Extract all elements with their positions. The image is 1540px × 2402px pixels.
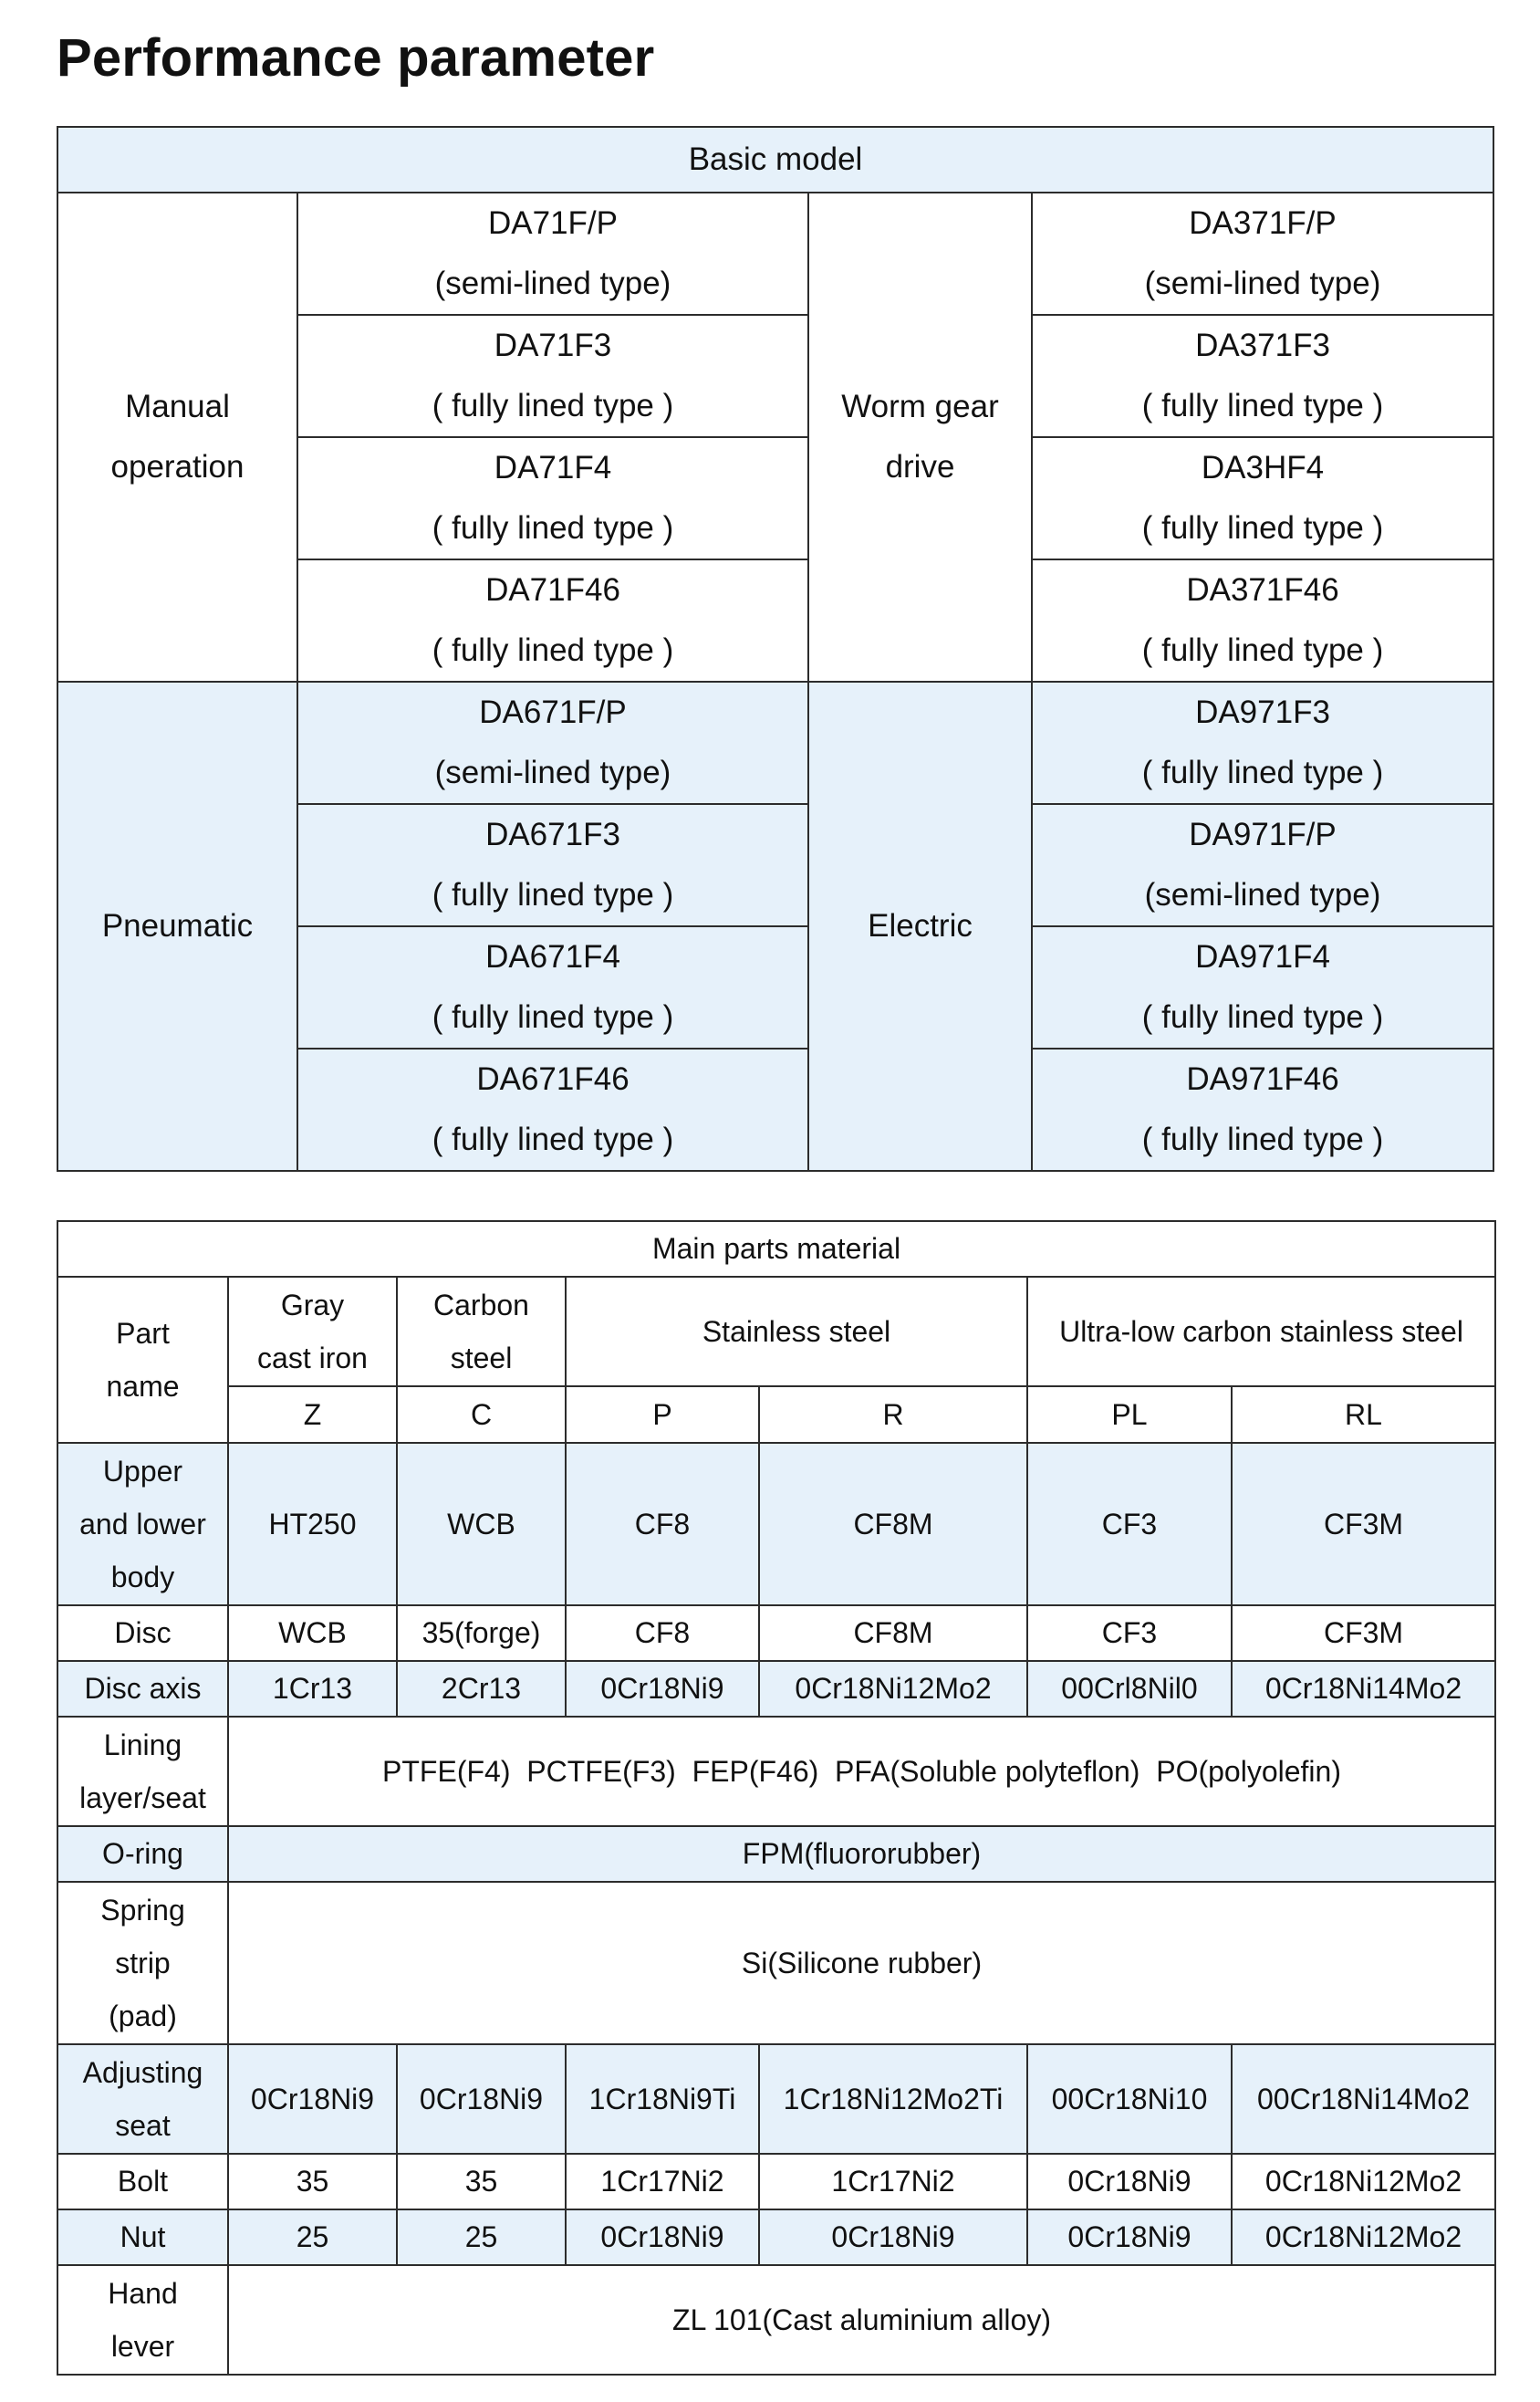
code-cell: PL xyxy=(1027,1386,1232,1443)
o-ring-material: FPM(fluororubber) xyxy=(228,1826,1495,1882)
code-cell: Z xyxy=(228,1386,397,1443)
stainless-steel-header: Stainless steel xyxy=(566,1277,1027,1386)
hand-lever-material: ZL 101(Cast aluminium alloy) xyxy=(228,2265,1495,2375)
material-cell: 0Cr18Ni9 xyxy=(566,1661,759,1717)
model-cell: DA71F4 ( fully lined type ) xyxy=(297,437,808,559)
material-cell: 0Cr18Ni12Mo2 xyxy=(1232,2209,1495,2265)
code-cell: R xyxy=(759,1386,1027,1443)
model-cell: DA971F4 ( fully lined type ) xyxy=(1032,926,1493,1049)
model-cell: DA671F46 ( fully lined type ) xyxy=(297,1049,808,1171)
material-cell: 00Crl8Nil0 xyxy=(1027,1661,1232,1717)
material-cell: 0Cr18Ni12Mo2 xyxy=(759,1661,1027,1717)
part-name-header: Part name xyxy=(57,1277,228,1443)
basic-model-table xyxy=(57,126,1494,1172)
material-cell: 35 xyxy=(397,2154,566,2209)
material-cell: 0Cr18Ni14Mo2 xyxy=(1232,1661,1495,1717)
pneumatic-label: Pneumatic xyxy=(57,682,297,1171)
row-label-hand-lever: Hand lever xyxy=(57,2265,228,2375)
electric-label: Electric xyxy=(808,682,1032,1171)
row-label-spring-strip: Spring strip (pad) xyxy=(57,1882,228,2044)
material-cell: CF3 xyxy=(1027,1605,1232,1661)
model-cell: DA371F/P (semi-lined type) xyxy=(1032,193,1493,315)
model-cell: DA71F/P (semi-lined type) xyxy=(297,193,808,315)
material-cell: 0Cr18Ni9 xyxy=(397,2044,566,2154)
material-cell: CF8 xyxy=(566,1605,759,1661)
material-cell: 25 xyxy=(397,2209,566,2265)
model-cell: DA971F46 ( fully lined type ) xyxy=(1032,1049,1493,1171)
gray-cast-iron-header: Gray cast iron xyxy=(228,1277,397,1386)
model-cell: DA971F/P (semi-lined type) xyxy=(1032,804,1493,926)
row-label-lining: Lining layer/seat xyxy=(57,1717,228,1826)
material-cell: 35(forge) xyxy=(397,1605,566,1661)
row-label-o-ring: O-ring xyxy=(57,1826,228,1882)
material-cell: CF3M xyxy=(1232,1443,1495,1605)
material-cell: 2Cr13 xyxy=(397,1661,566,1717)
model-cell: DA671F3 ( fully lined type ) xyxy=(297,804,808,926)
page-title: Performance parameter xyxy=(57,28,655,88)
material-cell: 00Cr18Ni14Mo2 xyxy=(1232,2044,1495,2154)
model-cell: DA371F3 ( fully lined type ) xyxy=(1032,315,1493,437)
basic-model-header: Basic model xyxy=(57,127,1493,193)
material-cell: 0Cr18Ni9 xyxy=(1027,2154,1232,2209)
material-cell: 0Cr18Ni9 xyxy=(566,2209,759,2265)
code-cell: P xyxy=(566,1386,759,1443)
ultra-low-carbon-header: Ultra-low carbon stainless steel xyxy=(1027,1277,1495,1386)
material-cell: HT250 xyxy=(228,1443,397,1605)
row-label-disc: Disc xyxy=(57,1605,228,1661)
material-cell: CF8M xyxy=(759,1605,1027,1661)
carbon-steel-header: Carbon steel xyxy=(397,1277,566,1386)
material-cell: CF3 xyxy=(1027,1443,1232,1605)
material-cell: 00Cr18Ni10 xyxy=(1027,2044,1232,2154)
manual-operation-label: Manual operation xyxy=(57,193,297,682)
material-cell: CF3M xyxy=(1232,1605,1495,1661)
worm-gear-drive-label: Worm gear drive xyxy=(808,193,1032,682)
material-cell: CF8 xyxy=(566,1443,759,1605)
model-cell: DA971F3 ( fully lined type ) xyxy=(1032,682,1493,804)
material-cell: 1Cr17Ni2 xyxy=(566,2154,759,2209)
material-cell: 0Cr18Ni9 xyxy=(1027,2209,1232,2265)
material-cell: 0Cr18Ni9 xyxy=(228,2044,397,2154)
spring-strip-material: Si(Silicone rubber) xyxy=(228,1882,1495,2044)
model-cell: DA71F46 ( fully lined type ) xyxy=(297,559,808,682)
material-cell: WCB xyxy=(397,1443,566,1605)
material-cell: WCB xyxy=(228,1605,397,1661)
code-cell: C xyxy=(397,1386,566,1443)
row-label-adjusting-seat: Adjusting seat xyxy=(57,2044,228,2154)
materials-header: Main parts material xyxy=(57,1221,1495,1277)
model-cell: DA671F/P (semi-lined type) xyxy=(297,682,808,804)
material-cell: 25 xyxy=(228,2209,397,2265)
model-cell: DA371F46 ( fully lined type ) xyxy=(1032,559,1493,682)
material-cell: 1Cr17Ni2 xyxy=(759,2154,1027,2209)
material-cell: 1Cr13 xyxy=(228,1661,397,1717)
material-cell: 1Cr18Ni9Ti xyxy=(566,2044,759,2154)
model-cell: DA3HF4 ( fully lined type ) xyxy=(1032,437,1493,559)
row-label-body: Upper and lower body xyxy=(57,1443,228,1605)
lining-material: PTFE(F4) PCTFE(F3) FEP(F46) PFA(Soluble polyteflon) PO(polyolefin) xyxy=(228,1717,1495,1826)
main-parts-material-table xyxy=(57,1220,1496,2376)
material-cell: 35 xyxy=(228,2154,397,2209)
row-label-disc-axis: Disc axis xyxy=(57,1661,228,1717)
material-cell: 0Cr18Ni9 xyxy=(759,2209,1027,2265)
material-cell: 0Cr18Ni12Mo2 xyxy=(1232,2154,1495,2209)
material-cell: CF8M xyxy=(759,1443,1027,1605)
model-cell: DA71F3 ( fully lined type ) xyxy=(297,315,808,437)
row-label-bolt: Bolt xyxy=(57,2154,228,2209)
model-cell: DA671F4 ( fully lined type ) xyxy=(297,926,808,1049)
code-cell: RL xyxy=(1232,1386,1495,1443)
row-label-nut: Nut xyxy=(57,2209,228,2265)
material-cell: 1Cr18Ni12Mo2Ti xyxy=(759,2044,1027,2154)
